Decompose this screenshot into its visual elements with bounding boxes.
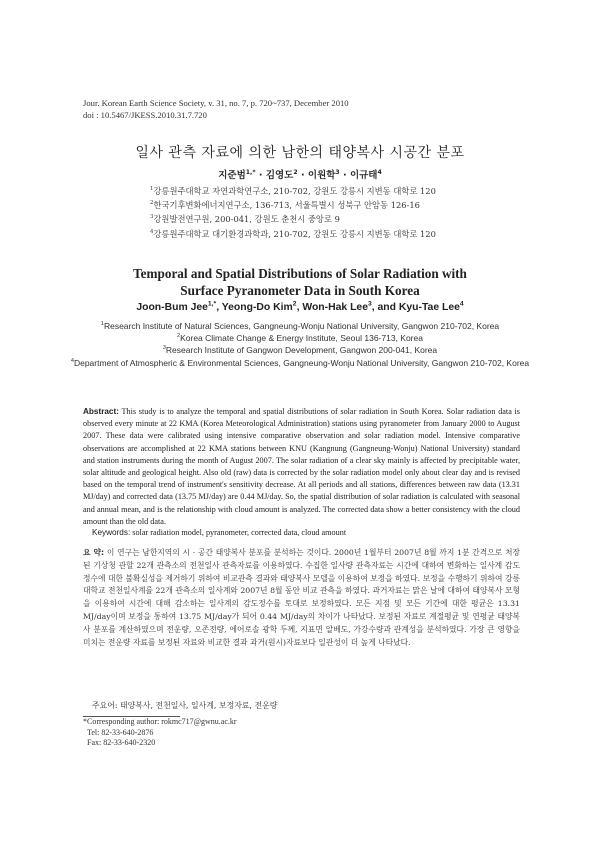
- korean-title: 일사 관측 자료에 의한 남한의 태양복사 시공간 분포: [135, 145, 465, 161]
- affil-text: Department of Atmospheric & Environmental Sciences, Gangneung-Wonju National University, Gangwon 210-702, Korea: [73, 357, 530, 368]
- english-affiliations: [70, 320, 530, 369]
- footnote-fax: Fax: 82-33-640-2320: [87, 738, 156, 748]
- korean-keywords: [92, 700, 277, 711]
- english-affiliation: [70, 332, 530, 344]
- abstract-text: This study is to analyze the temporal and spatial distributions of solar radiation in South Korea. Solar radiation data is observed every minute at 22 KMA (Korea Meteorological Administration) stations using pyranometer from January 2000 to August 2007. These data were calibrated using intensive comparative observation and solar radiation model. Intensive comparative observations are accomplished at 22 KMA stations between KNU (Kangnung (Gangneung-Wonju) National University) standard and station instruments during the month of August 2007. The solar radiation of a clear sky mainly is affected by precipitable water, solar altitude and geological height. Also old (raw) data is corrected by the solar radiation model only about clear day and is revised based on the temporal trend of instrument's sensitivity decrease. At all periods and all stations, differences between raw data (13.31 MJ/day) and corrected data (13.75 MJ/day) are 0.44 MJ/day. So, the spatial distribution of solar radiation is calculated with seasonal and annual mean, and is the relationship with cloud amount is analyzed. The corrected data show a better consistency with the cloud amount than the old data.: [83, 407, 520, 526]
- author-name: 지준범: [218, 170, 246, 181]
- author-name: 이규태: [349, 170, 378, 181]
- keywords-label: Keywords:: [92, 528, 131, 537]
- english-affiliation: [70, 357, 530, 369]
- abstract-label: Abstract:: [83, 407, 119, 416]
- english-affiliation: [70, 344, 530, 356]
- affil-text: 강릉원주대학교 자연과학연구소, 210-702, 강원도 강릉시 지변동 대학로 120: [153, 186, 436, 196]
- footnote: [83, 717, 237, 749]
- english-title-line1: Temporal and Spatial Distributions of Solar Radiation with: [133, 266, 467, 281]
- author-name: Joon-Bum Jee: [136, 302, 208, 313]
- affil-text: Korea Climate Change & Energy Institute, Seoul 136-713, Korea: [180, 333, 423, 344]
- affil-num: 1: [150, 186, 154, 193]
- korean-affiliation: [150, 212, 436, 226]
- affil-num: 2: [150, 200, 154, 207]
- korean-abstract-label: 요 약:: [83, 548, 105, 557]
- english-abstract: [83, 406, 520, 528]
- author-name: 이원학: [307, 170, 336, 181]
- korean-affiliation: [150, 227, 436, 241]
- affil-text: 강릉원주대학교 대기환경과학과, 210-702, 강원도 강릉시 지변동 대학로 120: [153, 228, 436, 239]
- author-name: Won-Hak Lee: [302, 302, 368, 313]
- english-affiliation: [70, 320, 530, 332]
- footnote-tel: Tel: 82-33-640-2876: [87, 727, 154, 737]
- affil-text: Research Institute of Gangwon Development, Gangwon 200-041, Korea: [165, 345, 438, 356]
- english-title: [0, 265, 600, 299]
- author-name: Yeong-Do Kim: [221, 302, 293, 313]
- author-sup: 2: [293, 168, 298, 176]
- keywords-text: solar radiation model, pyranometer, corrected data, cloud amount: [132, 528, 347, 537]
- author-sup: 3: [335, 168, 340, 176]
- author-sup: 1,*: [207, 300, 217, 308]
- affil-num: 4: [150, 228, 154, 235]
- korean-affiliations: [150, 184, 436, 241]
- korean-keywords-label: 주요어:: [92, 701, 118, 710]
- author-sup: 2: [292, 300, 297, 308]
- affil-num: 3: [150, 214, 154, 221]
- english-title-line2: Surface Pyranometer Data in South Korea: [180, 283, 420, 298]
- author-sup: 1,*: [245, 168, 256, 176]
- affil-num: 3: [162, 345, 166, 352]
- affil-text: 한국기후변화에너지연구소, 136-713, 서울특별시 성북구 안암동 126-16: [153, 200, 420, 211]
- english-authors: Joon-Bum Jee$^{1,*}$, Yeong-Do Kim$^2$, Won-Hak Lee$^3$, and Kyu-Tae Lee$^4$: [136, 300, 464, 313]
- author-sup: 4: [377, 168, 382, 176]
- author-sup: 4: [459, 300, 464, 308]
- affil-num: 2: [177, 333, 181, 340]
- journal-header: [83, 97, 349, 121]
- affil-text: Research Institute of Natural Sciences, Gangneung-Wonju National University, Gangwon 210-702, Korea: [103, 321, 500, 331]
- english-keywords: [92, 528, 346, 537]
- journal-citation: Jour. Korean Earth Science Society, v. 31, no. 7, p. 720~737, December 2010: [83, 98, 349, 108]
- author-name: 김영도: [265, 170, 294, 181]
- affil-num: 4: [70, 357, 74, 364]
- journal-doi: doi : 10.5467/JKESS.2010.31.7.720: [83, 110, 207, 120]
- footnote-author: *Corresponding author: rokmc717@gwnu.ac.kr: [83, 717, 237, 726]
- korean-affiliation: [150, 198, 436, 212]
- korean-abstract-text: 이 연구는 남한지역의 시 · 공간 태양복사 분포를 분석하는 것이다. 2000년 1월부터 2007년 8월 까지 1분 간격으로 처장된 기상청 관할 22개 관측소의 전천일사 관측자료를 이용하였다. 수집한 일사량 관측자료는 시간에 대하여 변화하는 일사계 감도정수에 대한 불확실성을 제거하기 위하여 비교관측 결과와 태양복사 모델을 이용하여 보정을 하였다. 보정을 수행하기 위하여 강릉대학교 전천일사계를 22개 관측소의 일사계와 2007년 8월 동안 비교 관측을 하였다. 과거자료는 맑은 날에 대하여 태양복사 모형을 이용하여 시간에 대해 감소하는 일사계의 감도정수를 토대로 보정하였다. 모든 지점 및 모든 기간에 대한 평균은 13.31 MJ/day이며 보정을 통하여 13.75 MJ/day가 되어 0.44 MJ/day의 차이가 나타났다. 보정된 자료로 계절평균 및 연평균 태양복사 분포를 계산하였으며 전운량, 오존전량, 에어로솔 광학 두께, 지표면 알베도, 가강수량과 관계성을 분석하였다. 가장 큰 영향을 미치는 전운량 자료를 보정된 자료와 비교한 결과 과거(원시)자료보다 일관성이 더 높게 나타났다.: [83, 548, 520, 647]
- korean-affiliation: [150, 184, 436, 198]
- affil-num: 1: [100, 321, 104, 328]
- author-sup: 3: [367, 300, 372, 308]
- korean-authors: 지준범$^{1,*}$ · 김영도$^2$ · 이원학$^3$ · 이규태$^4$: [218, 168, 382, 181]
- affil-text: 강원발전연구원, 200-041, 강원도 춘천시 중앙로 9: [153, 214, 340, 225]
- author-name: Kyu-Tae Lee: [398, 302, 460, 313]
- korean-abstract: [83, 547, 520, 649]
- korean-keywords-text: 태양복사, 전천일사, 일사계, 보정자료, 전운량: [120, 701, 278, 710]
